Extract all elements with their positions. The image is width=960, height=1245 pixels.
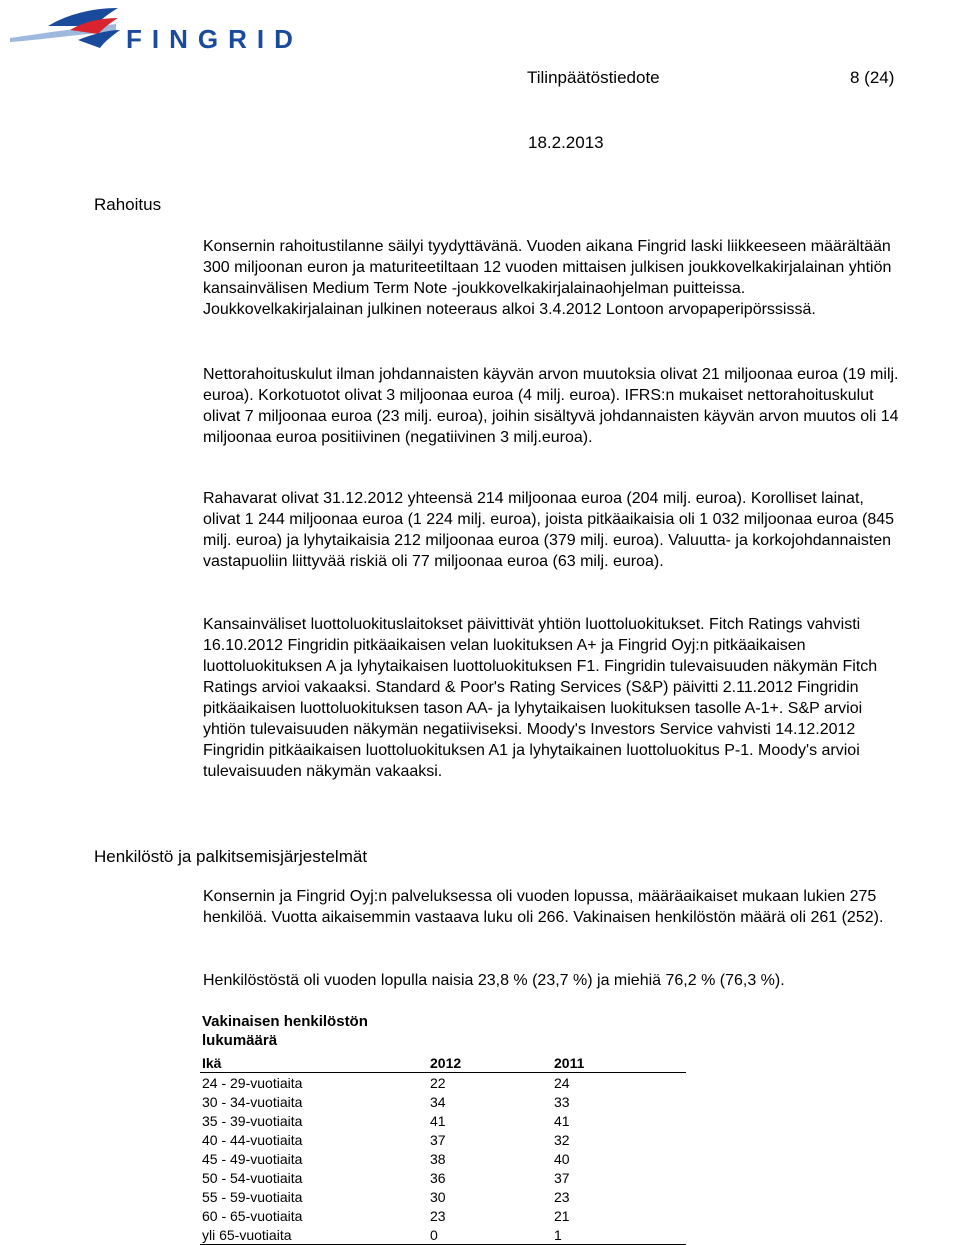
cell-2011: 40 (554, 1150, 570, 1167)
cell-age: 60 - 65-vuotiaita (202, 1207, 303, 1224)
section-heading-rahoitus: Rahoitus (94, 195, 162, 214)
cell-2012: 22 (430, 1074, 446, 1091)
cell-2011: 24 (554, 1074, 570, 1091)
henkilosto-paragraph-1: Konsernin ja Fingrid Oyj:n palveluksessa oli vuoden lopussa, määräaikaiset mukaan lukien 275 henkilöä. Vuotta aikaisemmin vastaava luku oli 266. Vakinaisen henkilöstön määrä oli 261 (252). (203, 888, 884, 926)
cell-age: yli 65-vuotiaita (200, 1225, 428, 1245)
cell-2011: 41 (554, 1112, 570, 1129)
table-caption: Vakinaisen henkilöstön lukumäärä (202, 1013, 368, 1049)
column-header-2012: 2012 (428, 1053, 552, 1073)
rahoitus-paragraph-1: Konsernin rahoitustilanne säilyi tyydyttävänä. Vuoden aikana Fingrid laski liikkeeseen määrältään 300 miljoonan euron ja maturiteetiltaan 12 vuoden mittaisen julkisen joukkovelkakirjalainan yhtiön kansainvälisen Medium Term Note -joukkovelkakirjalainaohjelman puitteissa. Joukkovelkakirjalainan julkinen noteeraus alkoi 3.4.2012 Lontoon arvopaperipörssissä. (203, 238, 892, 318)
document-date: 18.2.2013 (528, 133, 604, 152)
cell-2012: 36 (430, 1169, 446, 1186)
cell-2012: 41 (430, 1112, 446, 1129)
cell-2011: 21 (554, 1207, 570, 1224)
table-header-row (200, 1053, 686, 1073)
cell-2012: 34 (430, 1093, 446, 1110)
section-heading-henkilosto: Henkilöstö ja palkitsemisjärjestelmät (94, 847, 368, 866)
table-row (200, 1206, 686, 1225)
staff-table-container (200, 1012, 686, 1245)
fingrid-logo (8, 4, 308, 61)
table-row (200, 1073, 686, 1093)
table-row (200, 1187, 686, 1206)
cell-2011: 23 (554, 1188, 570, 1205)
table-row (200, 1168, 686, 1187)
cell-2011: 33 (554, 1093, 570, 1110)
fingrid-logo-icon (8, 4, 308, 56)
document-title: Tilinpäätöstiedote (527, 68, 660, 87)
cell-age: 50 - 54-vuotiaita (202, 1169, 303, 1186)
table-row (200, 1111, 686, 1130)
table-row (200, 1092, 686, 1111)
cell-age: 30 - 34-vuotiaita (202, 1093, 303, 1110)
rahoitus-paragraph-4: Kansainväliset luottoluokituslaitokset päivittivät yhtiön luottoluokitukset. Fitch Ratings vahvisti 16.10.2012 Fingridin pitkäaikaisen velan luokituksen A+ ja Fingrid Oyj:n pitkäaikaisen luottoluokituksen A ja lyhytaikaisen luottoluokituksen F1. Fingridin tulevaisuuden näkymän Fitch Ratings arvioi vakaaksi. Standard & Poor's Rating Services (S&P) päivitti 2.11.2012 Fingridin pitkäaikaisen luottoluokituksen tason AA- ja lyhytaikaisen luokituksen tasolle A-1+. S&P arvioi yhtiön tulevaisuuden näkymän negatiiviseksi. Moody's Investors Service vahvisti 14.12.2012 Fingridin pitkäaikaisen luottoluokituksen A1 ja lyhytaikainen luottoluokitus P-1. Moody's arvioi tulevaisuuden näkymän vakaaksi. (203, 616, 878, 780)
cell-2012: 30 (430, 1188, 446, 1205)
column-header-2011: 2011 (552, 1053, 686, 1073)
cell-age: 55 - 59-vuotiaita (202, 1188, 303, 1205)
cell-age: 24 - 29-vuotiaita (202, 1074, 303, 1091)
cell-age: 35 - 39-vuotiaita (202, 1112, 303, 1129)
henkilosto-paragraph-2: Henkilöstöstä oli vuoden lopulla naisia 23,8 % (23,7 %) ja miehiä 76,2 % (76,3 %). (203, 972, 785, 989)
cell-2012: 23 (430, 1207, 446, 1224)
svg-text:FINGRID: FINGRID (126, 24, 303, 54)
column-header-age: Ikä (200, 1053, 428, 1073)
page-number: 8 (24) (850, 68, 895, 87)
cell-2012: 37 (430, 1131, 446, 1148)
cell-age: 45 - 49-vuotiaita (202, 1150, 303, 1167)
cell-2012: 0 (428, 1225, 552, 1245)
cell-2011: 1 (552, 1225, 686, 1245)
cell-age: 40 - 44-vuotiaita (202, 1131, 303, 1148)
cell-2011: 37 (554, 1169, 570, 1186)
rahoitus-paragraph-2: Nettorahoituskulut ilman johdannaisten käyvän arvon muutoksia olivat 21 miljoonaa euroa (19 milj. euroa). Korkotuotot olivat 3 miljoonaa euroa (4 milj. euroa). IFRS:n mukaiset nettorahoituskulut olivat 7 miljoonaa euroa (23 milj. euroa), joihin sisältyvä johdannaisten käyvän arvon muutos oli 14 miljoonaa euroa positiivinen (negatiivinen 3 milj.euroa). (203, 366, 899, 446)
staff-age-table (200, 1053, 686, 1245)
cell-2012: 38 (430, 1150, 446, 1167)
table-row (200, 1225, 686, 1245)
table-row (200, 1130, 686, 1149)
table-row (200, 1149, 686, 1168)
cell-2011: 32 (554, 1131, 570, 1148)
rahoitus-paragraph-3: Rahavarat olivat 31.12.2012 yhteensä 214 miljoonaa euroa (204 milj. euroa). Korolliset lainat, olivat 1 244 miljoonaa euroa (1 224 milj. euroa), joista pitkäaikaisia oli 1 032 miljoonaa euroa (845 milj. euroa) ja lyhytaikaisia 212 miljoonaa euroa (379 milj. euroa). Valuutta- ja korkojohdannaisten vastapuoliin liittyvää riskiä oli 77 miljoonaa euroa (63 milj. euroa). (203, 490, 895, 570)
